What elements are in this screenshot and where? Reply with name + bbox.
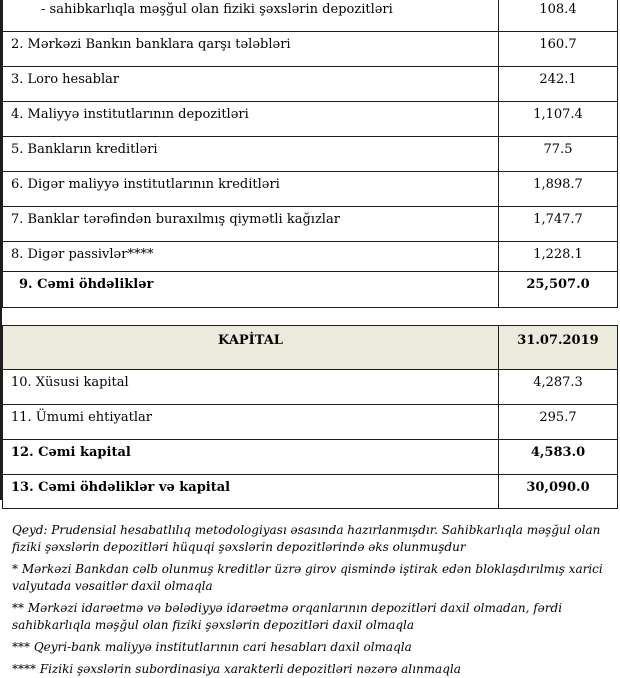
total-capital-row [3,439,618,474]
capital-table [2,325,618,509]
note-qeyd: Qeyd: Prudensial hesabatlılıq metodologiyası əsasında hazırlanmışdır. Sahibkarlıqla məşğul olan fiziki şəxslərin depozitləri hüquqi şəxslərin depozitlərində əks olunmuşdur [12,522,601,554]
table-row [3,404,618,439]
note-asterisk-3: *** Qeyri-bank maliyyə institutlarının cari hesabları daxil olmaqla [12,639,412,654]
row-label: 2. Mərkəzi Bankın banklara qarşı tələbləri [3,31,499,66]
row-label: 4. Maliyyə institutlarının depozitləri [3,101,499,136]
row-label: 3. Loro hesablar [3,66,499,101]
row-value: 4,583.0 [499,439,618,474]
row-label: 5. Bankların kreditləri [3,136,499,171]
row-value: 1,747.7 [499,206,618,241]
table-row [3,241,618,271]
row-value: 1,228.1 [499,241,618,271]
row-value: 25,507.0 [499,271,618,307]
table-row [3,136,618,171]
row-value: 1,898.7 [499,171,618,206]
row-label: 10. Xüsusi kapital [3,369,499,404]
row-value: 4,287.3 [499,369,618,404]
row-label: 8. Digər passivlər**** [3,241,499,271]
row-label: 12. Cəmi kapital [3,439,499,474]
row-label: 11. Ümumi ehtiyatlar [3,404,499,439]
total-liabilities-row [3,271,618,307]
row-value: 30,090.0 [499,474,618,508]
table-row [3,0,618,31]
row-label: 7. Banklar tərəfindən buraxılmış qiymətli kağızlar [3,206,499,241]
capital-header-row [3,325,618,369]
notes-section [12,522,606,678]
left-frame-line [0,0,2,500]
row-value: 108.4 [499,0,618,31]
capital-header-title: KAPİTAL [3,325,499,369]
total-liabilities-capital-row [3,474,618,508]
row-label: 6. Digər maliyyə institutlarının kreditləri [3,171,499,206]
capital-header-date: 31.07.2019 [499,325,618,369]
row-value: 242.1 [499,66,618,101]
row-value: 160.7 [499,31,618,66]
table-row [3,171,618,206]
table-row [3,66,618,101]
note-asterisk-2: ** Mərkəzi idarəetmə və bələdiyyə idarəetmə orqanlarının depozitləri daxil olmadan, fərdi sahibkarlıqla məşğul olan fiziki şəxslərin depozitləri daxil olmaqla [12,600,563,632]
row-value: 1,107.4 [499,101,618,136]
table-row [3,369,618,404]
row-label: 9. Cəmi öhdəliklər [3,271,499,307]
table-row [3,101,618,136]
table-row [3,206,618,241]
row-label: 13. Cəmi öhdəliklər və kapital [3,474,499,508]
row-value: 295.7 [499,404,618,439]
note-asterisk-1: * Mərkəzi Bankdan cəlb olunmuş kreditlər üzrə girov qismində iştirak edən bloklaşdırılmış xarici valyutada vəsaitlər daxil olmaqla [12,561,603,593]
liabilities-table [2,0,618,308]
row-value: 77.5 [499,136,618,171]
row-label: - sahibkarlıqla məşğul olan fiziki şəxslərin depozitləri [3,0,499,31]
table-row [3,31,618,66]
note-asterisk-4: **** Fiziki şəxslərin subordinasiya xarakterli depozitləri nəzərə alınmaqla [12,661,461,676]
